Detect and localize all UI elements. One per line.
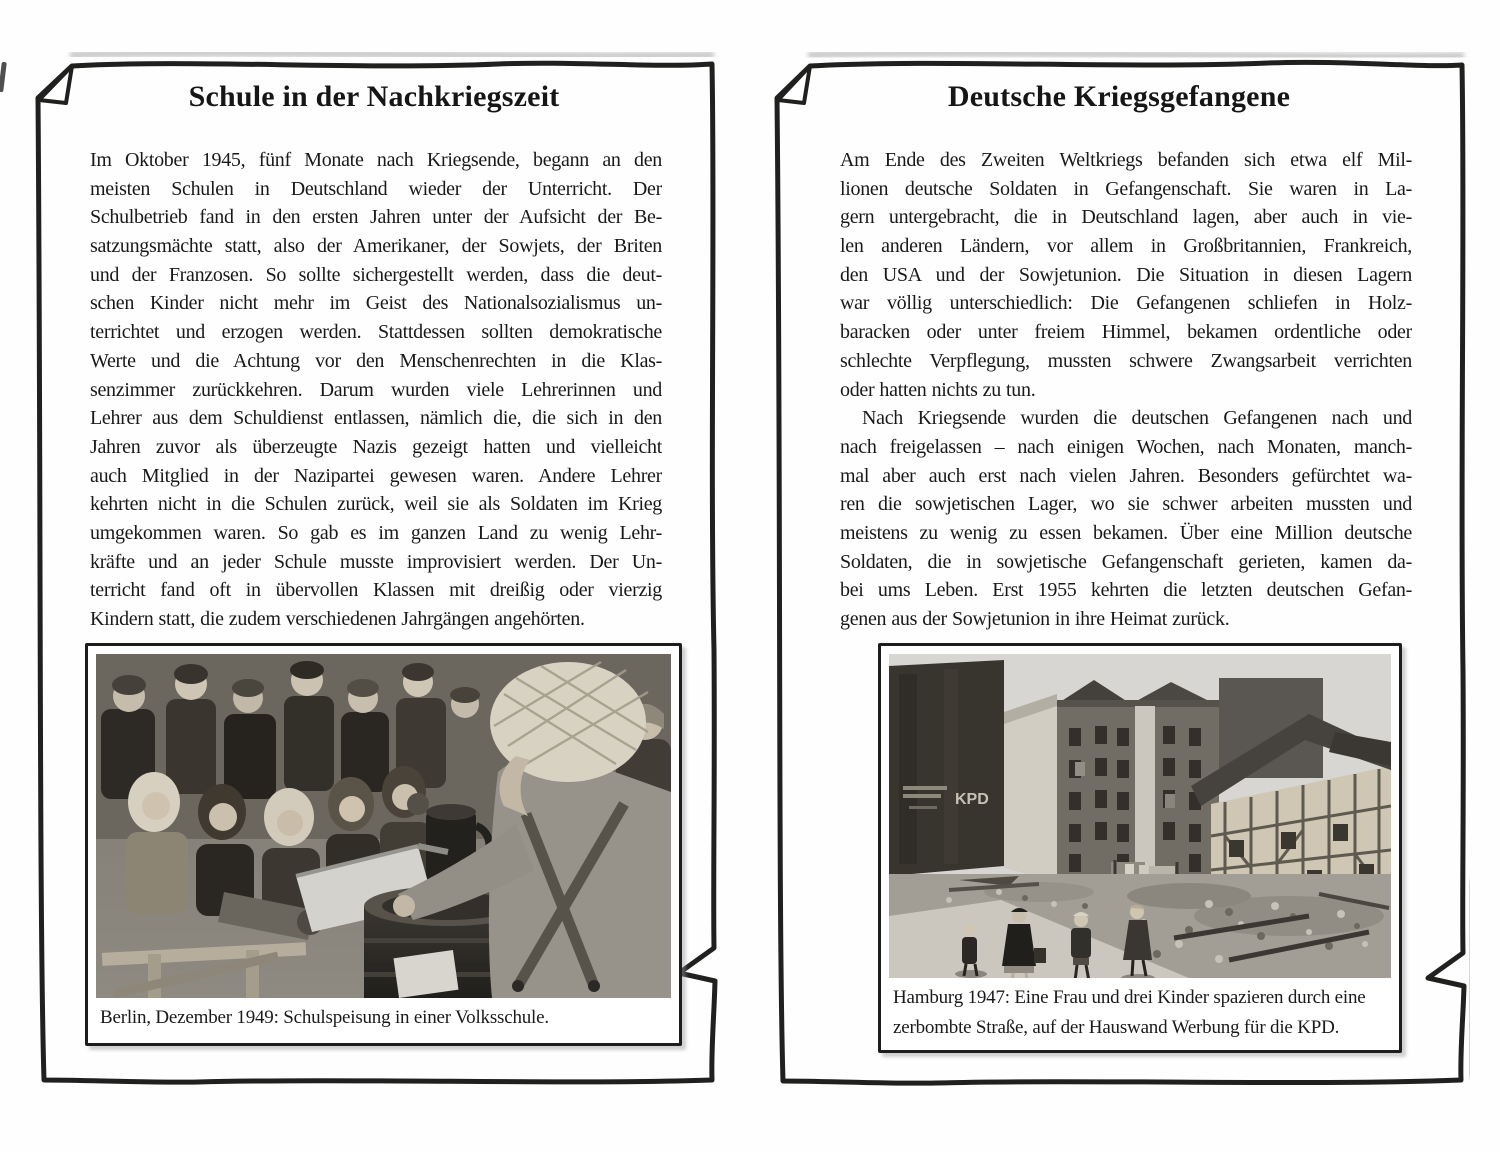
photo-caption: Berlin, Dezember 1949: Schulspeisung in einer Volksschule.: [100, 1007, 549, 1028]
photo-frame: [85, 643, 682, 1046]
gable-wall: [1004, 694, 1057, 882]
text-line: schlechte Verpflegung, mussten schwere Zwangsarbeit verrichten: [840, 349, 1412, 372]
text-line: kehrten nicht in die Schulen zurück, weil sie als Soldaten im Krieg: [90, 493, 662, 516]
apartment-block: [1057, 680, 1219, 884]
text-line: auch Mitglied in der Nazipartei gewesen waren. Andere Lehrer: [90, 464, 662, 487]
text-line: den USA und der Sowjetunion. Die Situation in diesen Lagern: [840, 263, 1412, 286]
text-line: Schulbetrieb fand in den ersten Jahren unter der Aufsicht der Be-: [90, 206, 662, 229]
text-line: Lehrer aus dem Schuldienst entlassen, nämlich die, die sich in den: [90, 407, 662, 430]
text-line: gern untergebracht, die in Deutschland lagen, aber auch in vie-: [840, 206, 1412, 229]
text-line: lionen deutsche Soldaten in Gefangenschaft. Sie waren in La-: [840, 177, 1412, 200]
text-line: satzungsmächte statt, also der Amerikaner, der Sowjets, der Briten: [90, 235, 662, 258]
text-line: senzimmer zurückkehren. Darum wurden viele Lehrerinnen und: [90, 378, 662, 401]
page-title: Deutsche Kriegsgefangene: [947, 80, 1291, 113]
text-line: baracken oder unter freiem Himmel, bekamen ordentliche oder: [840, 321, 1412, 344]
page-frame-shadow-top: [808, 53, 1464, 57]
text-line: nach freigelassen – nach einigen Wochen, nach Monaten, manch-: [840, 435, 1412, 458]
body-text-block: [90, 146, 662, 634]
page-title: Schule in der Nachkriegszeit: [188, 80, 560, 113]
text-line: bei ums Leben. Erst 1955 kehrten die letzten deutschen Gefan-: [840, 579, 1412, 602]
text-line: genen aus der Sowjetunion in ihre Heimat zurück.: [840, 608, 1230, 630]
caption-line: zerbombte Straße, auf der Hauswand Werbung für die KPD.: [893, 1017, 1340, 1038]
page-frame-shadow-top: [70, 53, 714, 56]
text-line: war völlig unterschiedlich: Die Gefangenen schliefen in Holz-: [840, 292, 1412, 315]
text-line: len anderen Ländern, vor allem in Großbritannien, Frankreich,: [840, 235, 1412, 258]
body-text-block: [840, 146, 1412, 634]
left-page: [28, 50, 720, 1090]
text-line: Soldaten, die in sowjetische Gefangenschaft gerieten, kamen da-: [840, 550, 1412, 573]
text-line: Im Oktober 1945, fünf Monate nach Kriegsende, begann an den: [90, 149, 662, 171]
text-line: schen Kinder nicht mehr im Geist des Nationalsozialismus un-: [90, 292, 662, 315]
text-line: ren die sowjetischen Lager, wo sie schwer arbeiten mussten und: [840, 493, 1412, 516]
text-line: Am Ende des Zweiten Weltkriegs befanden sich etwa elf Mil-: [840, 149, 1412, 171]
text-line: Jahren zuvor als überzeugte Nazis gezeigt hatten und vielleicht: [90, 435, 662, 458]
caption-line: Hamburg 1947: Eine Frau und drei Kinder spazieren durch eine: [893, 987, 1366, 1008]
text-line: Kindern statt, die zudem verschiedenen Jahrgängen angehörten.: [90, 608, 585, 630]
text-line: oder hatten nichts zu tun.: [840, 378, 1036, 401]
text-line: und der Franzosen. So sollte sichergestellt werden, dass die deut-: [90, 263, 662, 286]
photo-caption: [889, 978, 1391, 1043]
left-photo-image: [96, 654, 671, 998]
scan-edge-mark: [0, 62, 7, 92]
text-line: terricht fand oft in übervollen Klassen mit dreißig oder vierzig: [90, 579, 662, 602]
kpd-sign-text: KPD: [955, 791, 989, 808]
text-line: Nach Kriegsende wurden die deutschen Gefangenen nach und: [862, 407, 1412, 430]
text-line: Werte und die Achtung vor den Menschenrechten in die Klas-: [90, 349, 662, 372]
photo-frame: [878, 643, 1402, 1053]
right-photo-image: [889, 654, 1391, 978]
text-line: umgekommen waren. So gab es im ganzen Land zu wenig Lehr-: [90, 521, 662, 544]
kpd-wall: [889, 660, 1004, 876]
text-line: mal aber auch erst nach vielen Jahren. Besonders gefürchtet wa-: [840, 464, 1412, 487]
right-page: [768, 50, 1470, 1090]
text-line: kräfte und an jeder Schule musste improvisiert werden. Der Un-: [90, 550, 662, 573]
text-line: meisten Schulen in Deutschland wieder der Unterricht. Der: [90, 177, 662, 200]
text-line: meistens zu wenig zu essen bekamen. Über eine Million deutsche: [840, 521, 1412, 544]
text-line: terrichtet und erzogen werden. Stattdessen sollten demokratische: [90, 321, 662, 344]
